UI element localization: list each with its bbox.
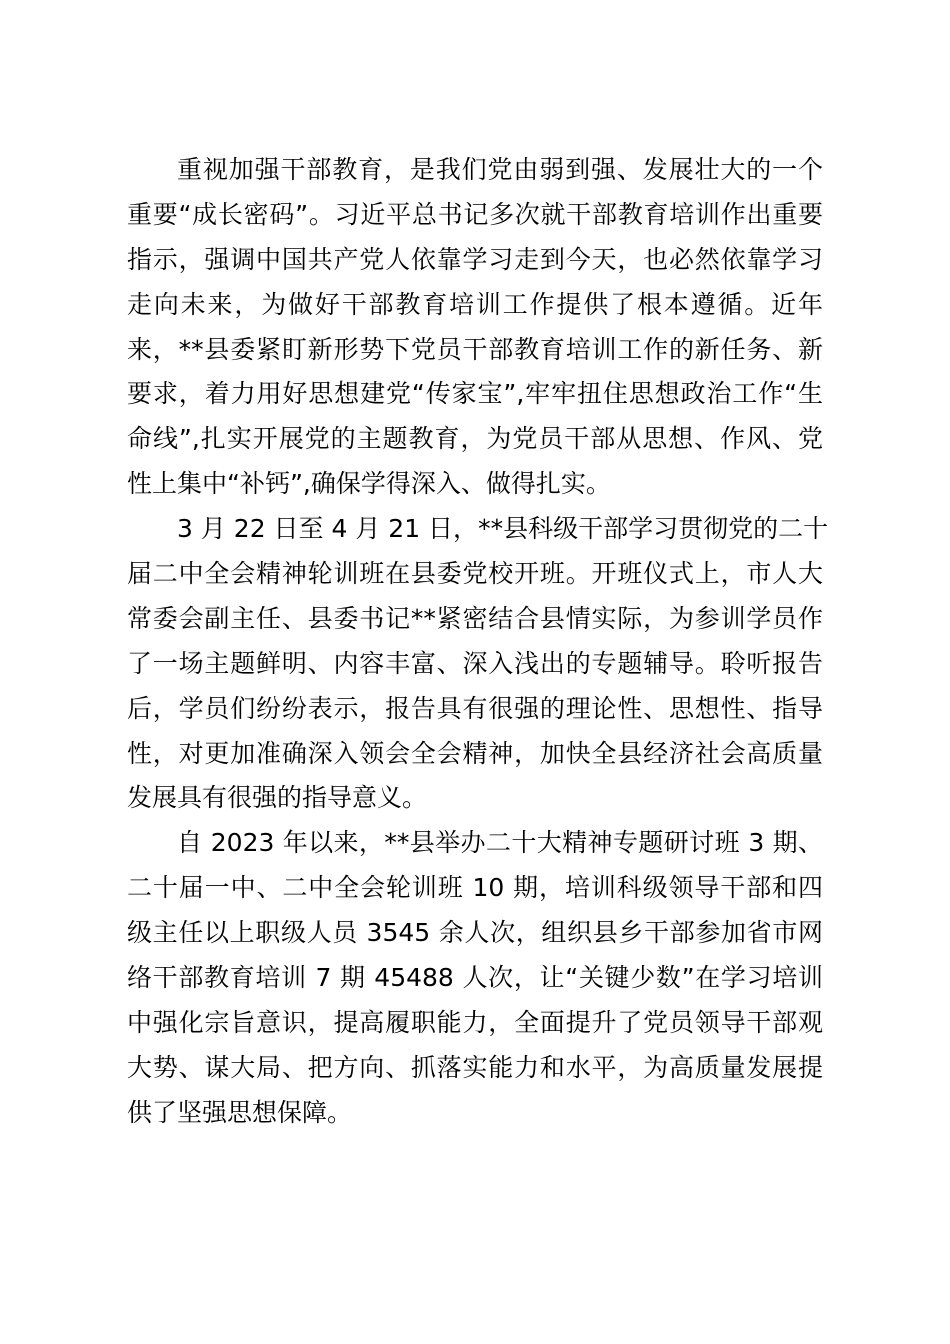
paragraph-line: 络干部教育培训 7 期 45488 人次，让“关键少数”在学习培训 [127,963,823,993]
paragraph-line: 指示，强调中国共产党人依靠学习走到今天，也必然依靠学习 [127,244,823,274]
paragraph-line: 供了坚强思想保障。 [127,1097,353,1127]
paragraph-line: 走向未来，为做好干部教育培训工作提供了根本遵循。近年 [127,289,823,319]
paragraph-line: 性，对更加准确深入领会全会精神，加快全县经济社会高质量 [127,738,823,768]
paragraph-3 [127,821,823,1135]
paragraph-line: 重要“成长密码”。习近平总书记多次就干部教育培训作出重要 [127,199,823,229]
paragraph-line: 中强化宗旨意识，提高履职能力，全面提升了党员领导干部观 [127,1007,823,1037]
paragraph-line: 来，**县委紧盯新形势下党员干部教育培训工作的新任务、新 [127,334,823,364]
paragraph-1 [127,148,823,507]
paragraph-line: 重视加强干部教育，是我们党由弱到强、发展壮大的一个 [177,155,823,184]
paragraph-line: 自 2023 年以来，**县举办二十大精神专题研讨班 3 期、 [177,828,823,858]
paragraph-line: 性上集中“补钙”,确保学得深入、做得扎实。 [127,469,611,499]
paragraph-line: 级主任以上职级人员 3545 余人次，组织县乡干部参加省市网 [127,918,823,948]
document-body [127,148,829,1136]
paragraph-line: 3 月 22 日至 4 月 21 日，**县科级干部学习贯彻党的二十 [177,514,829,544]
paragraph-line: 发展具有很强的指导意义。 [127,783,428,813]
paragraph-line: 命线”,扎实开展党的主题教育，为党员干部从思想、作风、党 [127,424,823,454]
paragraph-line: 后，学员们纷纷表示，报告具有很强的理论性、思想性、指导 [127,693,823,723]
paragraph-line: 届二中全会精神轮训班在县委党校开班。开班仪式上，市人大 [127,559,823,589]
paragraph-line: 了一场主题鲜明、内容丰富、深入浅出的专题辅导。聆听报告 [127,648,823,678]
paragraph-line: 二十届一中、二中全会轮训班 10 期，培训科级领导干部和四 [127,873,823,903]
paragraph-line: 大势、谋大局、把方向、抓落实能力和水平，为高质量发展提 [127,1052,823,1082]
paragraph-2 [127,507,829,821]
paragraph-line: 常委会副主任、县委书记**紧密结合县情实际，为参训学员作 [127,603,823,633]
paragraph-line: 要求，着力用好思想建党“传家宝”,牢牢扭住思想政治工作“生 [127,379,823,409]
